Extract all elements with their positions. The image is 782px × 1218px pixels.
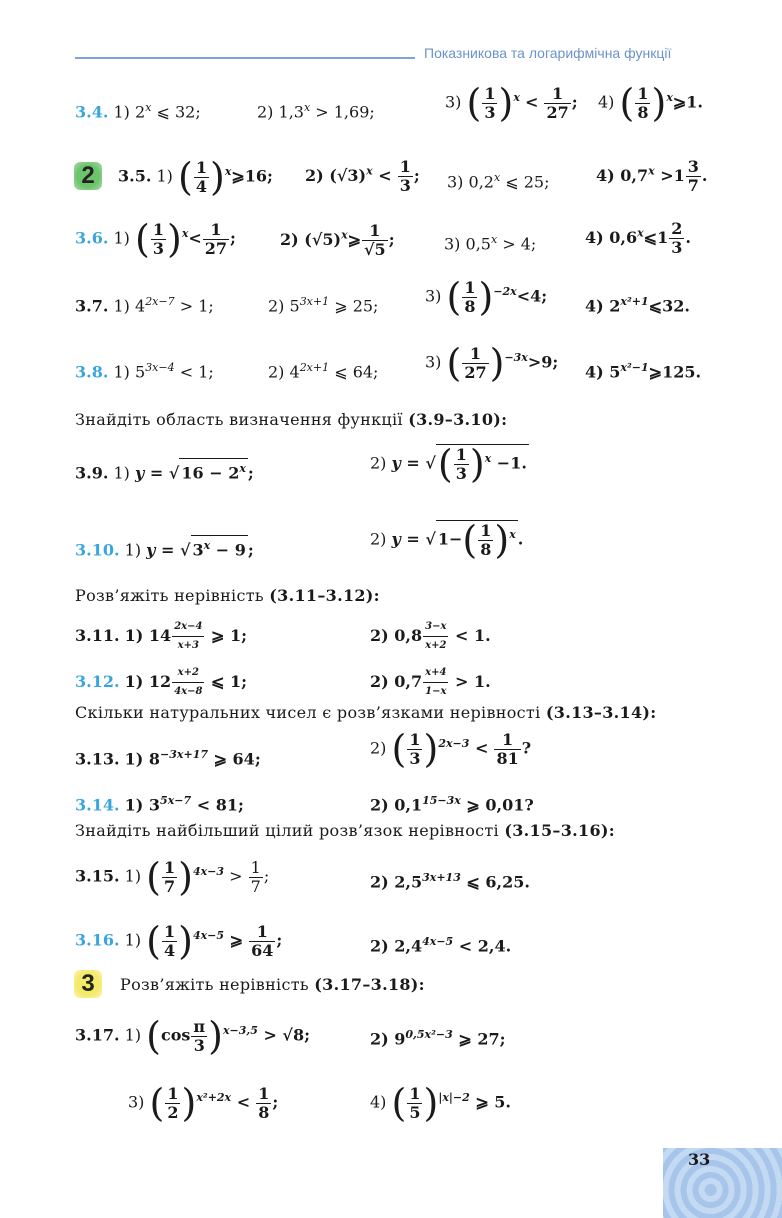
problem-3-7-part-3: 3) ( $\frac{1}{8}$ )$^{-2x}$<4; (425, 275, 548, 319)
problem-3-16: 3.16. 1) ( $\frac{1}{4}$ )$^{4x-5}$ ⩾ $\frac{1}{64}$ ; (75, 919, 283, 963)
problem-number: 3.4. (75, 102, 109, 122)
problem-3-7-part-4: 4) $2^{x^2+1}⩽32$. (585, 295, 690, 316)
level-badge-2: 2 (74, 162, 102, 190)
page-header-title: Показникова та логарифмічна функції (424, 45, 672, 61)
problem-3-5: 3.5. 1) ( $\frac{1}{4}$ )$^x$⩾16; (118, 155, 273, 199)
problem-3-6-part-3: 3) $0,5^x > 4$; (444, 233, 537, 254)
section-intro: Розв’яжіть нерівність (3.17–3.18): (120, 975, 425, 994)
section-intro: Знайдіть найбільший цілий розв’язок нерівності (3.15–3.16): (75, 821, 615, 840)
problem-3-14: 3.14. 1) $3^{5x-7} < 81$; (75, 794, 244, 815)
problem-3-6-part-4: 4) 0,6$^x$⩽1 $\frac{2}{3}$ . (585, 219, 691, 257)
page-number: 33 (688, 1150, 711, 1169)
problem-3-14-part-2: 2) $0,1^{15-3x}$ ⩾ 0,01? (370, 794, 534, 815)
problem-3-4-part-2: 2) $1,3^x > 1,69$; (257, 101, 375, 122)
section-intro: Знайдіть область визначення функції (3.9–3.10): (75, 410, 508, 429)
problem-3-4-part-3: 3) ( $\frac{1}{3}$ )$^x$ < $\frac{1}{27}$ ; (445, 81, 578, 125)
problem-3-17: 3.17. 1) (cos $\frac{\pi}{3}$ )$^{x-3,5}$ > √8; (75, 1014, 310, 1058)
level-badge-3: 3 (74, 970, 102, 998)
problem-3-13: 3.13. 1) $8^{-3x+17}$ ⩾ 64; (75, 748, 261, 769)
problem-3-5-part-3: 3) 0,2$^x$ ⩽ 25; (447, 171, 550, 192)
problem-3-6: 3.6. 1) ( $\frac{1}{3}$ )$^x$< $\frac{1}{27}$ ; (75, 217, 236, 261)
problem-3-4: 3.4. 1) 2$^x$ ⩽ 32; (75, 101, 201, 122)
problem-3-13-part-2: 2) ( $\frac{1}{3}$ )$^{2x-3}$ < $\frac{1}{81}$ ? (370, 727, 532, 771)
problem-3-8-part-2: 2) $4^{2x+1}$ ⩽ 64; (268, 361, 379, 382)
problem-3-8: 3.8. 1) $5^{3x-4} < 1$; (75, 361, 214, 382)
problem-3-11: 3.11. 1) 14 $\frac{2x-4}{x+3}$ ⩾ 1; (75, 618, 247, 655)
problem-3-10-part-2: 2) y = √ 1−( $\frac{1}{8}$ )$^x$ . (370, 518, 524, 562)
problem-3-17-part-3: 3) ( $\frac{1}{2}$ )$^{x^2+2x}$ < $\frac{1}{8}$ ; (128, 1081, 279, 1125)
problem-3-15: 3.15. 1) ( $\frac{1}{7}$ )$^{4x-3}$ > $\frac{1}{7}$ ; (75, 855, 270, 899)
problem-3-6-part-2: 2) $(√5)^x⩾$ $\frac{1}{√5}$ ; (280, 221, 395, 259)
page-number-box (663, 1148, 782, 1218)
problem-3-5-part-2: 2) $(√3)^x$ < $\frac{1}{3}$ ; (305, 157, 420, 195)
header-rule (75, 57, 415, 59)
problem-3-7: 3.7. 1) $4^{2x-7} > 1$; (75, 295, 214, 316)
problem-3-9-part-2: 2) y = √( $\frac{1}{3}$ )$^x$ −1. (370, 442, 527, 486)
problem-3-12-part-2: 2) 0,7 $\frac{x+4}{1-x}$ > 1. (370, 664, 491, 701)
problem-3-17-part-4: 4) ( $\frac{1}{5}$ )$^{|x|-2}$ ⩾ 5. (370, 1081, 511, 1125)
problem-3-8-part-4: 4) $5^{x^2-1}⩾125$. (585, 361, 702, 382)
section-intro: Скільки натуральних чисел є розв’язками нерівності (3.13–3.14): (75, 703, 657, 722)
problem-3-5-part-4: 4) $0,7^x >1$ $\frac{3}{7}$ . (596, 157, 708, 195)
problem-3-7-part-2: 2) $5^{3x+1}$ ⩾ 25; (268, 295, 379, 316)
problem-3-8-part-3: 3) ( $\frac{1}{27}$ )$^{-3x}$>9; (425, 341, 559, 385)
problem-3-4-part-4: 4) ( $\frac{1}{8}$ )$^x$⩾1. (598, 81, 703, 125)
section-intro: Розв’яжіть нерівність (3.11–3.12): (75, 586, 380, 605)
problem-3-17-part-2: 2) $9^{0,5x^2-3}$ ⩾ 27; (370, 1028, 506, 1049)
problem-3-12: 3.12. 1) 12 $\frac{x+2}{4x-8}$ ⩽ 1; (75, 664, 247, 701)
problem-3-10: 3.10. 1) y = √ $3^x - 9$ ; (75, 535, 254, 560)
problem-3-11-part-2: 2) 0,8 $\frac{3-x}{x+2}$ < 1. (370, 618, 491, 655)
problem-3-15-part-2: 2) $2,5^{3x+13}$ ⩽ 6,25. (370, 871, 530, 892)
problem-3-9: 3.9. 1) y = √ $16 - 2^x$ ; (75, 458, 254, 483)
problem-3-16-part-2: 2) $2,4^{4x-5} < 2,4$. (370, 935, 512, 956)
